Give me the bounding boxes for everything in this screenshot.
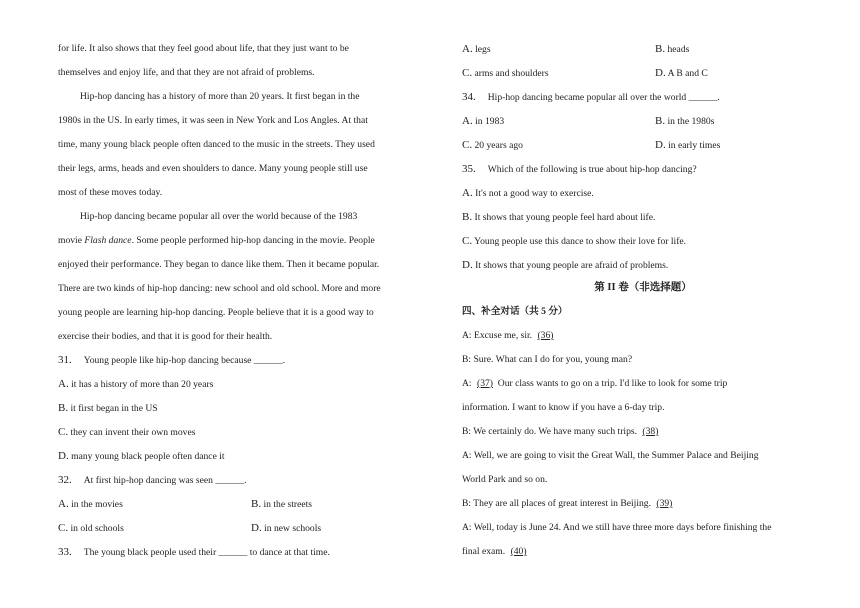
option-text: heads [667, 44, 690, 55]
question-33-stem [58, 545, 330, 560]
option-a [462, 186, 594, 201]
option-b [655, 114, 714, 129]
option-text: legs [475, 44, 491, 55]
question-34-stem [462, 90, 720, 105]
passage-line: themselves and enjoy life, and that they are not afraid of problems. [58, 67, 315, 78]
question-number: 34. [462, 91, 476, 103]
option-letter: C. [58, 426, 69, 438]
option-text: A B and C [667, 68, 708, 79]
option-text: in 1983 [475, 116, 505, 127]
passage-line: young people are learning hip-hop dancing. People believe that it is a good way to [58, 307, 374, 318]
option-letter: D. [462, 259, 473, 271]
option-d [251, 521, 321, 536]
question-32-stem [58, 473, 247, 488]
option-letter: A. [462, 187, 473, 199]
option-text: It's not a good way to exercise. [475, 188, 594, 199]
option-a [462, 114, 504, 129]
blank-40: (40) [510, 546, 527, 557]
option-letter: A. [462, 115, 473, 127]
dialog-line [462, 497, 672, 511]
option-c [462, 234, 686, 249]
option-c [58, 521, 124, 536]
dialog-line: B: Sure. What can I do for you, young man? [462, 354, 633, 365]
passage-line: enjoyed their performance. They began to dance like them. Then it became popular. [58, 259, 380, 270]
option-c [58, 425, 195, 440]
option-letter: A. [58, 498, 69, 510]
part-ii-title: 第 II 卷（非选择题） [594, 282, 692, 293]
option-letter: C. [462, 235, 473, 247]
question-number: 33. [58, 546, 72, 558]
option-letter: B. [655, 43, 666, 55]
option-letter: D. [58, 450, 69, 462]
option-text: arms and shoulders [474, 68, 549, 79]
blank-37: (37) [477, 378, 493, 389]
question-text: Hip-hop dancing became popular all over the world ______. [487, 92, 720, 103]
option-text: in the movies [71, 499, 123, 510]
dialog-line: information. I want to know if you have a 6-day trip. [462, 402, 665, 413]
question-35-stem [462, 162, 697, 177]
option-letter: D. [251, 522, 262, 534]
option-b [58, 401, 158, 416]
option-d [462, 258, 668, 273]
option-text: in the 1980s [667, 116, 715, 127]
option-letter: C. [462, 139, 473, 151]
option-text: it has a history of more than 20 years [71, 379, 214, 390]
option-text: in old schools [70, 523, 124, 534]
blank-38: (38) [642, 426, 659, 437]
question-text: The young black people used their ______ to dance at that time. [83, 547, 330, 558]
dialog-text: A: Excuse me, sir. [462, 330, 533, 341]
option-text: in new schools [264, 523, 322, 534]
dialog-line [462, 545, 527, 559]
passage-line: time, many young black people often danced to the music in the streets. They used [58, 139, 375, 150]
option-d [655, 138, 720, 153]
passage-line: most of these moves today. [58, 187, 163, 198]
option-d [58, 449, 225, 464]
question-number: 32. [58, 474, 72, 486]
text-span: movie [58, 235, 85, 246]
question-text: At first hip-hop dancing was seen ______. [83, 475, 247, 486]
option-a [58, 497, 123, 512]
passage-line: Hip-hop dancing has a history of more than 20 years. It first began in the [80, 91, 360, 102]
blank-36: (36) [537, 330, 554, 341]
dialog-text: final exam. [462, 546, 506, 557]
option-text: It shows that young people feel hard about life. [474, 212, 656, 223]
option-letter: B. [58, 402, 69, 414]
option-a [462, 42, 491, 57]
question-31-stem [58, 353, 285, 368]
option-text: they can invent their own moves [70, 427, 196, 438]
question-text: Young people like hip-hop dancing because ______. [83, 355, 286, 366]
text-span: . Some people performed hip-hop dancing in the movie. People [131, 235, 375, 246]
option-letter: A. [462, 43, 473, 55]
option-letter: B. [655, 115, 666, 127]
passage-line [58, 234, 375, 248]
dialog-line [462, 377, 727, 391]
option-text: in early times [668, 140, 721, 151]
option-text: It shows that young people are afraid of problems. [475, 260, 669, 271]
option-letter: B. [462, 211, 473, 223]
option-c [462, 138, 523, 153]
option-letter: C. [58, 522, 69, 534]
dialog-text: B: They are all places of great interest in Beijing. [462, 498, 651, 509]
option-letter: C. [462, 67, 473, 79]
speaker: A: [462, 378, 472, 389]
dialog-line: A: Well, today is June 24. And we still have three more days before finishing the [462, 522, 772, 533]
option-b [462, 210, 655, 225]
question-text: Which of the following is true about hip-hop dancing? [487, 164, 697, 175]
option-a [58, 377, 213, 392]
movie-title: Flash dance [84, 235, 132, 246]
option-text: in the streets [263, 499, 312, 510]
dialog-text: Our class wants to go on a trip. I'd like to look for some trip [497, 378, 728, 389]
question-number: 35. [462, 163, 476, 175]
option-b [655, 42, 689, 57]
dialog-line: World Park and so on. [462, 474, 548, 485]
dialog-line [462, 329, 553, 343]
option-text: it first began in the US [70, 403, 158, 414]
option-text: 20 years ago [474, 140, 523, 151]
passage-line: Hip-hop dancing became popular all over the world because of the 1983 [80, 211, 358, 222]
question-number: 31. [58, 354, 72, 366]
option-c [462, 66, 549, 81]
option-letter: D. [655, 67, 666, 79]
option-text: many young black people often dance it [71, 451, 225, 462]
passage-line: 1980s in the US. In early times, it was seen in New York and Los Angles. At that [58, 115, 368, 126]
dialog-line: A: Well, we are going to visit the Great Wall, the Summer Palace and Beijing [462, 450, 759, 461]
section-4-title: 四、补全对话（共 5 分） [462, 306, 568, 317]
option-d [655, 66, 708, 81]
option-letter: B. [251, 498, 262, 510]
option-text: Young people use this dance to show their love for life. [474, 236, 687, 247]
option-letter: A. [58, 378, 69, 390]
passage-line: their legs, arms, heads and even shoulders to dance. Many young people still use [58, 163, 368, 174]
passage-line: for life. It also shows that they feel good about life, that they just want to be [58, 43, 349, 54]
dialog-line [462, 425, 658, 439]
passage-line: There are two kinds of hip-hop dancing: new school and old school. More and more [58, 283, 381, 294]
option-letter: D. [655, 139, 666, 151]
option-b [251, 497, 312, 512]
blank-39: (39) [656, 498, 673, 509]
passage-line: exercise their bodies, and that it is good for their health. [58, 331, 273, 342]
dialog-text: B: We certainly do. We have many such trips. [462, 426, 638, 437]
